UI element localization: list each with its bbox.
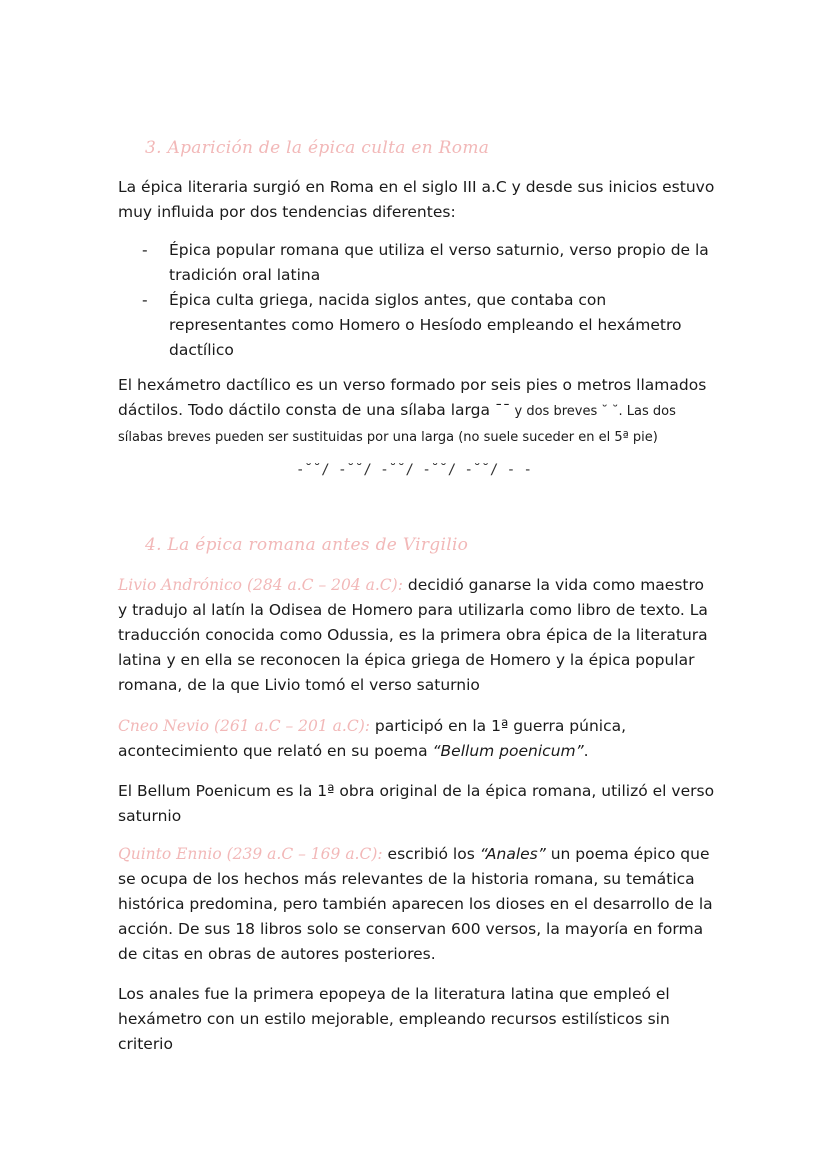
hexameter-paragraph <box>118 373 718 450</box>
anales-paragraph: Los anales fue la primera epopeya de la literatura latina que empleó el hexámetro con un estilo mejorable, empleando recursos estilísticos sin criterio <box>118 985 670 1053</box>
list-item <box>118 288 718 363</box>
section-4-heading: 4. La épica romana antes de Virgilio <box>145 535 469 555</box>
tendencies-list <box>118 238 718 363</box>
bullet-text: Épica culta griega, nacida siglos antes, que contaba con representantes como Homero o Hesíodo empleando el hexámetro dactílico <box>169 291 682 359</box>
list-item <box>118 238 718 288</box>
section-3-heading: 3. Aparición de la épica culta en Roma <box>145 138 490 158</box>
ennio-text-2: un poema épico que se ocupa de los hechos más relevantes de la historia romana, su temática histórica predomina, pero también aparecen los dioses en el desarrollo de la acción. De sus 18 libros solo se conservan 600 versos, la mayoría en forma de citas en obras de autores posteriores. <box>118 845 713 963</box>
hexameter-text-2: y dos breves ˘ ˘. Las dos sílabas breves pueden ser sustituidas por una larga (no suele suceder en el 5ª pie) <box>118 404 676 445</box>
bullet-text: Épica popular romana que utiliza el verso saturnio, verso propio de la tradición oral latina <box>169 241 709 284</box>
livio-paragraph <box>118 573 718 698</box>
section-3-intro: La épica literaria surgió en Roma en el siglo III a.C y desde sus inicios estuvo muy influida por dos tendencias diferentes: <box>118 178 715 221</box>
bellum-paragraph: El Bellum Poenicum es la 1ª obra original de la épica romana, utilizó el verso saturnio <box>118 782 715 825</box>
nevio-paragraph <box>118 714 718 764</box>
metric-scheme: -˘˘/ -˘˘/ -˘˘/ -˘˘/ -˘˘/ - - <box>295 462 532 478</box>
author-nevio: Cneo Nevio (261 a.C – 201 a.C): <box>118 717 370 735</box>
author-ennio: Quinto Ennio (239 a.C – 169 a.C): <box>118 845 383 863</box>
bullet-dash: - <box>142 291 148 309</box>
livio-text: decidió ganarse la vida como maestro y tradujo al latín la Odisea de Homero para utilizarla como libro de texto. La traducción conocida como Odussia, es la primera obra épica de la literatura latina y en ella se reconocen la épica griega de Homero y la épica popular romana, de la que Livio tomó el verso saturnio <box>118 576 708 694</box>
bullet-dash: - <box>142 241 148 259</box>
long-syllable-mark: ¯¯ <box>494 401 511 419</box>
author-livio: Livio Andrónico (284 a.C – 204 a.C): <box>118 576 403 594</box>
anales-title: “Anales” <box>479 845 546 863</box>
ennio-text-1: escribió los <box>382 845 480 863</box>
nevio-text-1: participó en la 1ª guerra púnica, acontecimiento que relató en su poema <box>118 717 627 760</box>
nevio-text-2: . <box>583 742 589 760</box>
hexameter-text-1: El hexámetro dactílico es un verso formado por seis pies o metros llamados dáctilos. Todo dáctilo consta de una sílaba larga <box>118 376 707 419</box>
bellum-poenicum-title: “Bellum poenicum” <box>432 742 584 760</box>
ennio-paragraph <box>118 842 718 967</box>
